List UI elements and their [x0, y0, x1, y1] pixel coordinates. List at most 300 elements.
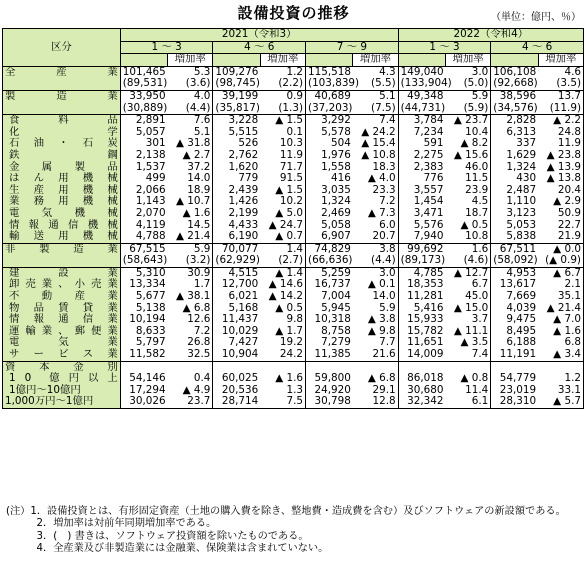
rate-cell: 4.0 [168, 90, 213, 102]
rate-cell: ▲ 13.9 [538, 162, 583, 174]
rate-cell: 4.3 [353, 66, 398, 78]
rate-cell: 5.9 [168, 243, 213, 255]
value-cell: 8,758 [306, 326, 353, 338]
value-cell: (37,203) [306, 103, 353, 115]
value-cell: 1,537 [120, 162, 167, 174]
value-cell: 67,515 [120, 243, 167, 255]
row-label-spread: サ ー ビ ス 業 [9, 348, 118, 361]
value-cell: 109,276 [213, 66, 260, 78]
rate-cell: ▲ 2.9 [538, 196, 583, 208]
value-cell: (62,929) [213, 255, 260, 267]
rate-cell: 22.7 [538, 220, 583, 232]
rate-cell: 18.7 [445, 208, 490, 220]
rate-cell: 20.4 [538, 185, 583, 197]
value-cell: 1,324 [491, 162, 538, 174]
value-cell: 54,146 [120, 373, 167, 385]
rate-cell: (7.5) [353, 103, 398, 115]
rate-cell: 0.9 [260, 90, 305, 102]
table-row [3, 103, 584, 115]
table-row [3, 78, 584, 90]
rate-cell: 10.3 [260, 138, 305, 150]
value-cell: 5,578 [306, 127, 353, 139]
row-label-spread: 物 品 賃 貸 業 [9, 301, 118, 314]
value-cell: 16,737 [306, 279, 353, 291]
rate-cell: 7.4 [353, 115, 398, 127]
header-2021-q1: 1 ～ 3 [120, 41, 213, 54]
rate-cell: ▲ 1.5 [260, 185, 305, 197]
rate-cell: ▲ 3.5 [445, 337, 490, 349]
rate-cell: ▲ 2.7 [168, 150, 213, 162]
rate-cell: 1.6 [445, 243, 490, 255]
value-cell: (30,889) [120, 103, 167, 115]
value-cell: 4,953 [491, 267, 538, 279]
rate-cell: 71.7 [260, 162, 305, 174]
value-cell: 5,677 [120, 291, 167, 303]
rate-cell: 7.5 [260, 396, 305, 408]
value-cell: (66,636) [306, 255, 353, 267]
value-cell: 591 [398, 138, 445, 150]
rate-cell: 14.0 [353, 291, 398, 303]
value-cell: 9,475 [491, 314, 538, 326]
capex-table [2, 28, 584, 409]
row-label [3, 150, 121, 162]
rate-cell: ▲ 1.7 [260, 326, 305, 338]
rate-cell: ▲ 4.9 [168, 385, 213, 397]
rate-cell: 4.5 [445, 196, 490, 208]
value-cell: 74,829 [306, 243, 353, 255]
rate-cell: 9.8 [260, 314, 305, 326]
rate-cell: (2.7) [260, 255, 305, 267]
value-cell: 20,536 [213, 385, 260, 397]
value-cell: 5,310 [120, 267, 167, 279]
rate-cell: ▲ 7.0 [538, 314, 583, 326]
rate-cell: 7.2 [353, 196, 398, 208]
value-cell: (103,839) [306, 78, 353, 90]
rate-cell: 33.1 [538, 385, 583, 397]
rate-cell: ▲ 1.6 [168, 208, 213, 220]
value-cell: 5,515 [213, 127, 260, 139]
rate-cell: 4.6 [538, 66, 583, 78]
rate-cell: 0.1 [260, 127, 305, 139]
rate-cell: ▲ 15.6 [445, 150, 490, 162]
value-cell: 3,784 [398, 115, 445, 127]
value-cell: 28,310 [491, 396, 538, 408]
row-label-spread: 全 産 業 [5, 65, 118, 78]
value-cell: 4,039 [491, 303, 538, 315]
rate-cell: ▲ 7.3 [353, 208, 398, 220]
value-cell: 2,070 [120, 208, 167, 220]
table-body [3, 66, 584, 408]
rate-cell: ▲ 0.8 [445, 373, 490, 385]
table-row [3, 291, 584, 303]
value-cell: 17,294 [120, 385, 167, 397]
header-year-2021: 2021（令和3） [120, 29, 398, 42]
value-cell: 49,348 [398, 90, 445, 102]
value-cell: 1,558 [306, 162, 353, 174]
rate-cell: ▲ 0.5 [260, 303, 305, 315]
header-blank [120, 54, 167, 67]
table-row [3, 231, 584, 243]
row-label-spread: 石 油 ・ 石 炭 [9, 137, 118, 150]
rate-cell: 50.9 [538, 208, 583, 220]
rate-cell: (2.2) [260, 78, 305, 90]
value-cell: 7,427 [213, 337, 260, 349]
table-row [3, 255, 584, 267]
rate-cell: ▲ 15.4 [353, 138, 398, 150]
value-cell: 4,433 [213, 220, 260, 232]
rate-cell: 3.7 [445, 314, 490, 326]
value-cell: 5,053 [491, 220, 538, 232]
value-cell: 779 [213, 173, 260, 185]
value-cell: 30,798 [306, 396, 353, 408]
value-cell: (98,745) [213, 78, 260, 90]
row-label [3, 196, 121, 208]
row-label-spread: 生 産 用 機 械 [9, 183, 118, 196]
value-cell: 11,281 [398, 291, 445, 303]
rate-cell: 11.9 [260, 150, 305, 162]
rate-cell: ▲ 0.7 [260, 231, 305, 243]
value-cell: 11,582 [120, 349, 167, 361]
row-label-spread: 電 気 機 械 [9, 206, 118, 219]
value-cell: 10,318 [306, 314, 353, 326]
value-cell: (89,173) [398, 255, 445, 267]
rate-cell: ▲ 24.2 [353, 127, 398, 139]
value-cell: 526 [213, 138, 260, 150]
page-title: 設備投資の推移 [237, 4, 350, 22]
rate-cell: 6.7 [445, 279, 490, 291]
rate-cell: 1.4 [260, 243, 305, 255]
rate-cell: (5.9) [445, 103, 490, 115]
value-cell: 2,066 [120, 185, 167, 197]
rate-cell: 5.3 [168, 66, 213, 78]
value-cell: 7,940 [398, 231, 445, 243]
table-row [3, 208, 584, 220]
value-cell: 28,714 [213, 396, 260, 408]
row-label-text: 1,000万円～1億円 [5, 395, 94, 408]
value-cell: 5,838 [491, 231, 538, 243]
value-cell: 59,800 [306, 373, 353, 385]
value-cell: 499 [120, 173, 167, 185]
row-label [3, 115, 121, 127]
value-cell: 5,416 [398, 303, 445, 315]
rate-cell: 1.7 [168, 279, 213, 291]
value-cell: (44,731) [398, 103, 445, 115]
row-label [3, 90, 121, 102]
row-label [3, 231, 121, 243]
rate-cell: (1.3) [260, 103, 305, 115]
rate-cell: ▲ 9.8 [353, 326, 398, 338]
rate-cell: ▲ 23.7 [445, 115, 490, 127]
rate-cell: 45.0 [445, 291, 490, 303]
rate-cell: 23.9 [445, 185, 490, 197]
row-label-spread: 卸 売 業 、 小 売 業 [9, 278, 118, 291]
header-2021-q2: 4 ～ 6 [213, 41, 306, 54]
row-label [3, 243, 121, 255]
rate-cell: 5.9 [445, 90, 490, 102]
value-cell: 7,669 [491, 291, 538, 303]
value-cell: (58,092) [491, 255, 538, 267]
value-cell: 5,138 [120, 303, 167, 315]
rate-cell: ▲ 0.0 [538, 243, 583, 255]
value-cell: 6,021 [213, 291, 260, 303]
value-cell: 32,342 [398, 396, 445, 408]
value-cell: 10,029 [213, 326, 260, 338]
value-cell: 1,629 [491, 150, 538, 162]
rate-cell: ▲ 21.4 [168, 231, 213, 243]
rate-cell: (3.2) [168, 255, 213, 267]
header-blank [398, 54, 445, 67]
rate-cell: 5.1 [168, 127, 213, 139]
value-cell: 99,692 [398, 243, 445, 255]
rate-cell: 0.4 [168, 373, 213, 385]
header-2022-q2: 4 ～ 6 [491, 41, 584, 54]
value-cell: 11,385 [306, 349, 353, 361]
rate-cell: 24.2 [260, 349, 305, 361]
row-label [3, 361, 121, 373]
rate-cell: 24.8 [538, 127, 583, 139]
rate-cell: 7.4 [445, 349, 490, 361]
value-cell: 4,119 [120, 220, 167, 232]
rate-cell: ▲ 0.1 [353, 279, 398, 291]
value-cell: 40,689 [306, 90, 353, 102]
rate-cell: ▲ 15.0 [445, 303, 490, 315]
rate-cell: ▲ 1.6 [538, 326, 583, 338]
rate-cell: 21.6 [353, 349, 398, 361]
rate-cell: 32.5 [168, 349, 213, 361]
rate-cell: (4.6) [445, 255, 490, 267]
value-cell: 776 [398, 173, 445, 185]
rate-cell: ▲ 1.4 [260, 267, 305, 279]
value-cell: 30,680 [398, 385, 445, 397]
rate-cell: ▲ 6.7 [538, 267, 583, 279]
row-label-spread: 製 造 業 [5, 89, 118, 102]
rate-cell: 23.3 [353, 185, 398, 197]
value-cell: 3,292 [306, 115, 353, 127]
value-cell: 4,785 [398, 267, 445, 279]
rate-cell: ▲ 21.4 [538, 303, 583, 315]
value-cell: 38,596 [491, 90, 538, 102]
value-cell: 24,920 [306, 385, 353, 397]
value-cell: 337 [491, 138, 538, 150]
rate-cell: (4.4) [168, 103, 213, 115]
table-row [3, 349, 584, 361]
row-label [3, 255, 121, 267]
value-cell: 5,945 [306, 303, 353, 315]
value-cell: 5,057 [120, 127, 167, 139]
table-row [3, 150, 584, 162]
rate-cell: ▲ 14.6 [260, 279, 305, 291]
row-label-spread: 運 輸 業 、 郵 便 業 [9, 324, 118, 337]
value-cell: 1,426 [213, 196, 260, 208]
rate-cell: 30.9 [168, 267, 213, 279]
value-cell: 54,779 [491, 373, 538, 385]
row-label-text: 1億円～10億円 [9, 383, 81, 396]
rate-cell: 12.6 [168, 314, 213, 326]
value-cell: 1,976 [306, 150, 353, 162]
rate-cell: 20.7 [353, 231, 398, 243]
rate-cell: ▲ 2.2 [538, 115, 583, 127]
value-cell: 6,190 [213, 231, 260, 243]
value-cell: 6,188 [491, 337, 538, 349]
value-cell: 2,828 [491, 115, 538, 127]
value-cell: 11,191 [491, 349, 538, 361]
footnote-2: 2．増加率は対前年同期増加率である。 [6, 518, 217, 530]
value-cell: 2,469 [306, 208, 353, 220]
row-label [3, 103, 121, 115]
table-row [3, 115, 584, 127]
value-cell: (35,817) [213, 103, 260, 115]
rate-cell: 91.5 [260, 173, 305, 185]
rate-cell: 7.6 [168, 115, 213, 127]
row-label-spread: 不 動 産 業 [9, 290, 118, 303]
rate-cell: ▲ 6.8 [353, 373, 398, 385]
value-cell: 2,439 [213, 185, 260, 197]
header-rate: 増加率 [353, 54, 398, 67]
value-cell: 13,334 [120, 279, 167, 291]
value-cell: 3,557 [398, 185, 445, 197]
value-cell: (133,904) [398, 78, 445, 90]
value-cell: 2,891 [120, 115, 167, 127]
table-row [3, 396, 584, 408]
rate-cell: ▲ 11.1 [445, 326, 490, 338]
rate-cell: (11.9) [538, 103, 583, 115]
value-cell: 1,143 [120, 196, 167, 208]
rate-cell: ▲ 3.4 [538, 349, 583, 361]
value-cell: 39,199 [213, 90, 260, 102]
rate-cell: 1.3 [260, 385, 305, 397]
row-label-spread: 非 製 造 業 [5, 242, 118, 255]
rate-cell: ▲ 6.8 [168, 303, 213, 315]
rate-cell: 21.9 [538, 231, 583, 243]
rate-cell: 35.1 [538, 291, 583, 303]
rate-cell: ▲ 5.7 [538, 396, 583, 408]
value-cell: (92,668) [491, 78, 538, 90]
value-cell: 10,194 [120, 314, 167, 326]
rate-cell: ▲ 12.7 [445, 267, 490, 279]
value-cell: 6,907 [306, 231, 353, 243]
header-blank [213, 54, 260, 67]
rate-cell: (▲ 0.9) [538, 255, 583, 267]
rate-cell: ▲ 10.8 [353, 150, 398, 162]
footnote-4: 4．全産業及び非製造業には金融業、保険業は含まれていない。 [6, 543, 329, 555]
rate-cell: (5.5) [353, 78, 398, 90]
rate-cell: ▲ 23.8 [538, 150, 583, 162]
rate-cell: 11.9 [538, 138, 583, 150]
value-cell: 149,040 [398, 66, 445, 78]
value-cell: 11,437 [213, 314, 260, 326]
row-label-spread: 鉄 鋼 [9, 148, 118, 161]
rate-cell: ▲ 13.8 [538, 173, 583, 185]
value-cell: 4,515 [213, 267, 260, 279]
value-cell: 33,950 [120, 90, 167, 102]
value-cell: 2,275 [398, 150, 445, 162]
value-cell: 7,234 [398, 127, 445, 139]
rate-cell: 3.8 [353, 243, 398, 255]
value-cell: 3,035 [306, 185, 353, 197]
value-cell: 2,199 [213, 208, 260, 220]
rate-cell: ▲ 38.1 [168, 291, 213, 303]
rate-cell: ▲ 24.7 [260, 220, 305, 232]
rate-cell: 11.5 [445, 173, 490, 185]
value-cell: 1,110 [491, 196, 538, 208]
footnote-1: (注）1．設備投資とは、有形固定資産（土地の購入費を除き、整地費・造成費を含む）及びソフトウェアの新設額である。 [6, 506, 566, 517]
rate-cell: ▲ 14.2 [260, 291, 305, 303]
rate-cell: 37.2 [168, 162, 213, 174]
row-label-spread: 電 気 業 [9, 336, 118, 349]
value-cell: 23,019 [491, 385, 538, 397]
value-cell: 2,487 [491, 185, 538, 197]
value-cell: 1,620 [213, 162, 260, 174]
rate-cell: 10.2 [260, 196, 305, 208]
value-cell: 14,009 [398, 349, 445, 361]
row-label [3, 208, 121, 220]
rate-cell: 29.1 [353, 385, 398, 397]
value-cell: 67,511 [491, 243, 538, 255]
row-label-spread: 金 属 製 品 [9, 160, 118, 173]
row-label [3, 396, 121, 408]
rate-cell: 3.0 [353, 267, 398, 279]
value-cell: 3,471 [398, 208, 445, 220]
header-2022-q1: 1 ～ 3 [398, 41, 491, 54]
rate-cell: 26.8 [168, 337, 213, 349]
value-cell: 3,123 [491, 208, 538, 220]
value-cell: 5,058 [306, 220, 353, 232]
rate-cell: ▲ 5.0 [260, 208, 305, 220]
value-cell: 18,353 [398, 279, 445, 291]
rate-cell: 18.3 [353, 162, 398, 174]
rate-cell: 6.1 [445, 396, 490, 408]
row-label [3, 173, 121, 185]
row-label-spread: 1 0 億 円 以 上 [9, 372, 118, 385]
row-label-spread: 情 報 通 信 機 械 [9, 218, 118, 231]
value-cell: 4,788 [120, 231, 167, 243]
value-cell: 430 [491, 173, 538, 185]
value-cell: 5,259 [306, 267, 353, 279]
rate-cell: ▲ 3.8 [353, 314, 398, 326]
value-cell: (89,531) [120, 78, 167, 90]
rate-cell: (4.4) [353, 255, 398, 267]
rate-cell: 7.2 [168, 326, 213, 338]
value-cell: 2,383 [398, 162, 445, 174]
rate-cell: ▲ 8.2 [445, 138, 490, 150]
rate-cell: ▲ 10.7 [168, 196, 213, 208]
rate-cell: 7.7 [353, 337, 398, 349]
rate-cell: (3.6) [168, 78, 213, 90]
unit-note: （単位：億円、％） [491, 12, 581, 23]
value-cell: 15,933 [398, 314, 445, 326]
value-cell: 8,495 [491, 326, 538, 338]
value-cell: 1,454 [398, 196, 445, 208]
rate-cell: 5.9 [353, 303, 398, 315]
footnote-3: 3．( ) 書きは、ソフトウェア投資額を除いたものである。 [6, 530, 309, 542]
value-cell: 101,465 [120, 66, 167, 78]
row-label [3, 349, 121, 361]
rate-cell: 5.1 [353, 90, 398, 102]
rate-cell: ▲ 0.5 [445, 220, 490, 232]
header-blank [491, 54, 538, 67]
value-cell: 30,026 [120, 396, 167, 408]
value-cell: 2,138 [120, 150, 167, 162]
rate-cell: 14.5 [168, 220, 213, 232]
value-cell: 301 [120, 138, 167, 150]
value-cell: 5,168 [213, 303, 260, 315]
row-label-spread: 食 料 品 [9, 114, 118, 127]
row-label [3, 291, 121, 303]
rate-cell: 11.4 [445, 385, 490, 397]
value-cell: 8,633 [120, 326, 167, 338]
rate-cell: (5.0) [445, 78, 490, 90]
value-cell: 70,077 [213, 243, 260, 255]
